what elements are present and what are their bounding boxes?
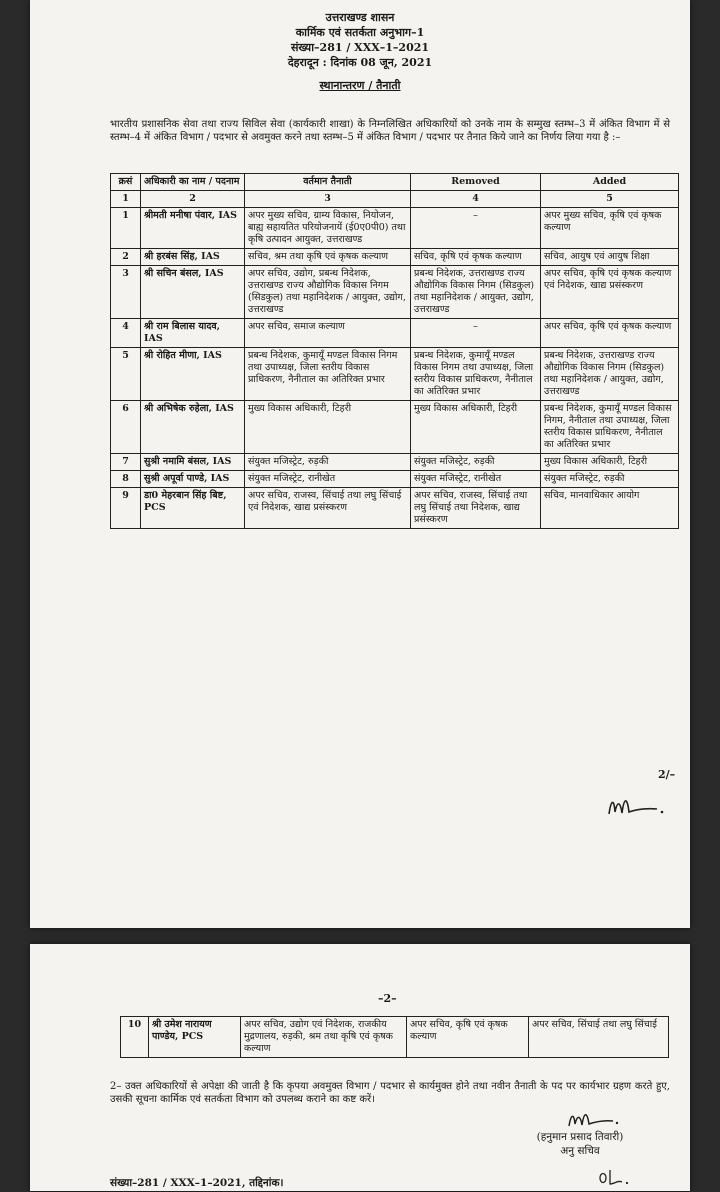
table-row xyxy=(111,348,679,401)
header-sn: क्रसं xyxy=(111,174,141,191)
section-name: कार्मिक एवं सतर्कता अनुभाग–1 xyxy=(295,26,425,39)
added-posting: संयुक्त मजिस्ट्रेट, रुड़की xyxy=(541,471,679,488)
current-posting: अपर मुख्य सचिव, ग्राम्य विकास, नियोजन, बाह्य सहायतित परियोजनायें (ई0ए0पी0) तथा कृषि उत्पादन आयुक्त, उत्तराखण्ड xyxy=(245,208,411,249)
officer-name: श्री सचिन बंसल, IAS xyxy=(141,266,245,319)
page-number: –2– xyxy=(378,992,397,1005)
table-row xyxy=(111,471,679,488)
officer-name: श्रीमती मनीषा पंवार, IAS xyxy=(141,208,245,249)
handwritten-signature xyxy=(605,792,665,826)
table-header-row xyxy=(111,174,679,191)
header-removed: Removed xyxy=(411,174,541,191)
transfer-table-continued xyxy=(120,1016,669,1058)
added-posting: अपर सचिव, सिंचाई तथा लघु सिंचाई xyxy=(529,1017,669,1058)
table-row xyxy=(111,319,679,348)
removed-posting: संयुक्त मजिस्ट्रेट, रुड़की xyxy=(411,454,541,471)
col-number: 3 xyxy=(245,191,411,208)
row-sn: 10 xyxy=(121,1017,149,1058)
officer-name: सुश्री अपूर्वा पाण्डे, IAS xyxy=(141,471,245,488)
header-added: Added xyxy=(541,174,679,191)
current-posting: प्रबन्ध निदेशक, कुमायूँ मण्डल विकास निगम तथा उपाध्यक्ष, जिला स्तरीय विकास प्राधिकरण, नैनीताल का अतिरिक्त प्रभार xyxy=(245,348,411,401)
table-row xyxy=(111,208,679,249)
row-sn: 5 xyxy=(111,348,141,401)
added-posting: मुख्य विकास अधिकारी, टिहरी xyxy=(541,454,679,471)
added-posting: सचिव, आयुष एवं आयुष शिक्षा xyxy=(541,249,679,266)
table-row xyxy=(111,249,679,266)
row-sn: 3 xyxy=(111,266,141,319)
header-current: वर्तमान तैनाती xyxy=(245,174,411,191)
date-line: देहरादून : दिनांक 08 जून, 2021 xyxy=(287,56,433,69)
current-posting: संयुक्त मजिस्ट्रेट, रानीखेत xyxy=(245,471,411,488)
document-page-2 xyxy=(30,944,690,1191)
table-row xyxy=(111,266,679,319)
officer-name: श्री रोहित मीणा, IAS xyxy=(141,348,245,401)
transfer-table xyxy=(110,173,679,529)
row-sn: 1 xyxy=(111,208,141,249)
current-posting: अपर सचिव, राजस्व, सिंचाई तथा लघु सिंचाई एवं निदेशक, खाद्य प्रसंस्करण xyxy=(245,488,411,529)
instruction-paragraph: 2– उक्त अधिकारियों से अपेक्षा की जाती है कि कृपया अवमुक्त विभाग / पदभार से कार्यमुक्त होने तथा नवीन तैनाती के पद पर कार्यभार ग्रहण करते हुए, उसकी सूचना कार्मिक एवं सतर्कता विभाग को उपलब्ध कराने का कष्ट करें। xyxy=(110,1081,670,1105)
removed-posting: – xyxy=(411,319,541,348)
table-row xyxy=(121,1017,669,1058)
footer-reference: संख्या–281 / XXX–1–2021, तद्दिनांक। xyxy=(110,1177,284,1189)
removed-posting: प्रबन्ध निदेशक, कुमायूँ मण्डल विकास निगम तथा उपाध्यक्ष, जिला स्तरीय विकास प्राधिकरण, नैनीताल का अतिरिक्त प्रभार xyxy=(411,348,541,401)
next-page-marker: 2/– xyxy=(658,768,676,781)
current-posting: अपर सचिव, उद्योग, प्रबन्ध निदेशक, उत्तराखण्ड राज्य औद्योगिक विकास निगम (सिडकुल) तथा महानिदेशक / आयुक्त, उद्योग, उत्तराखण्ड xyxy=(245,266,411,319)
added-posting: अपर मुख्य सचिव, कृषि एवं कृषक कल्याण xyxy=(541,208,679,249)
row-sn: 8 xyxy=(111,471,141,488)
handwritten-initials xyxy=(596,1168,632,1192)
row-sn: 7 xyxy=(111,454,141,471)
current-posting: संयुक्त मजिस्ट्रेट, रुड़की xyxy=(245,454,411,471)
intro-paragraph: भारतीय प्रशासनिक सेवा तथा राज्य सिविल सेवा (कार्यकारी शाखा) के निम्नलिखित अधिकारियों को उनके नाम के सम्मुख स्तम्भ–3 में अंकित विभाग में से स्तम्भ–4 में अंकित विभाग / पदभार से अवमुक्त करने तथा स्तम्भ–5 में अंकित विभाग / पदभार पर तैनात किये जाने का निर्णय लिया गया है :– xyxy=(110,119,670,143)
signatory-block xyxy=(520,1130,640,1158)
removed-posting: – xyxy=(411,208,541,249)
officer-name: डा0 मेहरबान सिंह बिष्ट, PCS xyxy=(141,488,245,529)
table-row xyxy=(111,454,679,471)
col-number: 4 xyxy=(411,191,541,208)
current-posting: अपर सचिव, उद्योग एवं निदेशक, राजकीय मुद्रणालय, रुड़की, श्रम तथा कृषि एवं कृषक कल्याण xyxy=(241,1017,407,1058)
added-posting: अपर सचिव, कृषि एवं कृषक कल्याण एवं निदेशक, खाद्य प्रसंस्करण xyxy=(541,266,679,319)
col-number: 5 xyxy=(541,191,679,208)
removed-posting: सचिव, कृषि एवं कृषक कल्याण xyxy=(411,249,541,266)
row-sn: 6 xyxy=(111,401,141,454)
removed-posting: संयुक्त मजिस्ट्रेट, रानीखेत xyxy=(411,471,541,488)
letterhead xyxy=(30,10,690,93)
current-posting: सचिव, श्रम तथा कृषि एवं कृषक कल्याण xyxy=(245,249,411,266)
current-posting: अपर सचिव, समाज कल्याण xyxy=(245,319,411,348)
officer-name: श्री उमेश नारायण पाण्डेय, PCS xyxy=(149,1017,241,1058)
current-posting: मुख्य विकास अधिकारी, टिहरी xyxy=(245,401,411,454)
govt-name: उत्तराखण्ड शासन xyxy=(325,11,395,24)
officer-name: श्री अभिषेक रुहेला, IAS xyxy=(141,401,245,454)
col-number: 2 xyxy=(141,191,245,208)
removed-posting: मुख्य विकास अधिकारी, टिहरी xyxy=(411,401,541,454)
header-name: अधिकारी का नाम / पदनाम xyxy=(141,174,245,191)
added-posting: सचिव, मानवाधिकार आयोग xyxy=(541,488,679,529)
row-sn: 4 xyxy=(111,319,141,348)
removed-posting: अपर सचिव, राजस्व, सिंचाई तथा लघु सिंचाई तथा निदेशक, खाद्य प्रसंस्करण xyxy=(411,488,541,529)
table-row xyxy=(111,401,679,454)
removed-posting: प्रबन्ध निदेशक, उत्तराखण्ड राज्य औद्योगिक विकास निगम (सिडकुल) तथा महानिदेशक / आयुक्त, उद्योग, उत्तराखण्ड xyxy=(411,266,541,319)
row-sn: 9 xyxy=(111,488,141,529)
column-number-row xyxy=(111,191,679,208)
signatory-name: (हनुमान प्रसाद तिवारी) xyxy=(536,1131,624,1143)
officer-name: श्री हरबंस सिंह, IAS xyxy=(141,249,245,266)
added-posting: प्रबन्ध निदेशक, उत्तराखण्ड राज्य औद्योगिक विकास निगम (सिडकुल) तथा महानिदेशक / आयुक्त, उद्योग, उत्तराखण्ड xyxy=(541,348,679,401)
added-posting: प्रबन्ध निदेशक, कुमायूँ मण्डल विकास निगम, नैनीताल तथा उपाध्यक्ष, जिला स्तरीय विकास प्राधिकरण, नैनीताल का अतिरिक्त प्रभार xyxy=(541,401,679,454)
added-posting: अपर सचिव, कृषि एवं कृषक कल्याण xyxy=(541,319,679,348)
reference-number: संख्या–281 / XXX–1–2021 xyxy=(290,41,430,54)
row-sn: 2 xyxy=(111,249,141,266)
col-number: 1 xyxy=(111,191,141,208)
officer-name: सुश्री नमामि बंसल, IAS xyxy=(141,454,245,471)
subject: स्थानान्तरण / तैनाती xyxy=(319,79,401,92)
removed-posting: अपर सचिव, कृषि एवं कृषक कल्याण xyxy=(407,1017,529,1058)
signatory-designation: अनु सचिव xyxy=(560,1145,600,1157)
table-row xyxy=(111,488,679,529)
officer-name: श्री राम बिलास यादव, IAS xyxy=(141,319,245,348)
document-page-1 xyxy=(30,0,690,928)
